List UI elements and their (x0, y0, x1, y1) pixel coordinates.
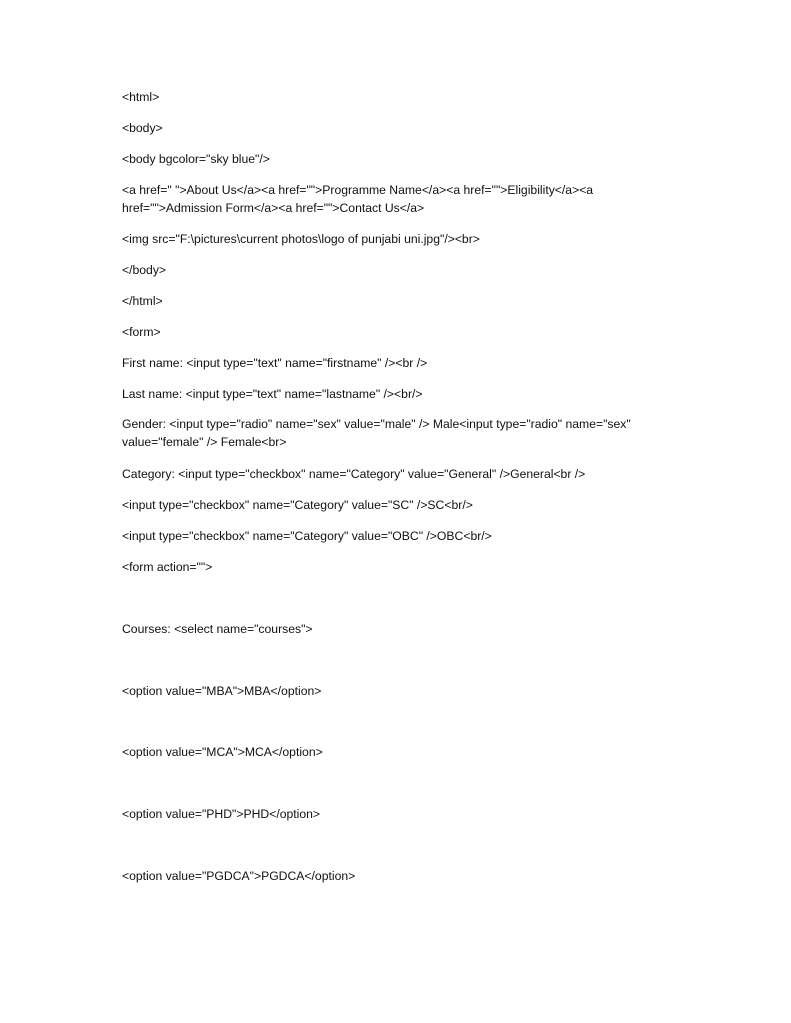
code-line: <body> (122, 121, 163, 135)
code-line: <input type="checkbox" name="Category" value="SC" />SC<br/> (122, 498, 473, 512)
code-line: <option value="PHD">PHD</option> (122, 807, 321, 821)
code-line: <form> (122, 325, 161, 339)
code-line: <a href=" ">About Us</a><a href="">Programme Name</a><a href="">Eligibility</a><a href="">Admission Form</a><a href="">Contact Us</a> (122, 183, 597, 215)
code-line: First name: <input type="text" name="firstname" /><br /> (122, 356, 428, 370)
code-line: </body> (122, 263, 167, 277)
code-line: Courses: <select name="courses"> (122, 622, 313, 636)
code-line: </html> (122, 294, 163, 308)
code-line: Last name: <input type="text" name="lastname" /><br/> (122, 387, 423, 401)
code-line: <option value="MCA">MCA</option> (122, 745, 323, 759)
code-line: Category: <input type="checkbox" name="Category" value="General" />General<br /> (122, 467, 586, 481)
code-line: <input type="checkbox" name="Category" value="OBC" />OBC<br/> (122, 529, 492, 543)
code-line: <form action=""> (122, 560, 213, 574)
code-line: Gender: <input type="radio" name="sex" value="male" /> Male<input type="radio" name="sex" value="female" /> Female<br> (122, 417, 635, 449)
code-line: <img src="F:\pictures\current photos\logo of punjabi uni.jpg"/><br> (122, 232, 480, 246)
code-line: <option value="PGDCA">PGDCA</option> (122, 869, 356, 883)
code-line: <body bgcolor="sky blue"/> (122, 152, 270, 166)
code-line: <option value="MBA">MBA</option> (122, 684, 322, 698)
code-line: <html> (122, 90, 160, 104)
